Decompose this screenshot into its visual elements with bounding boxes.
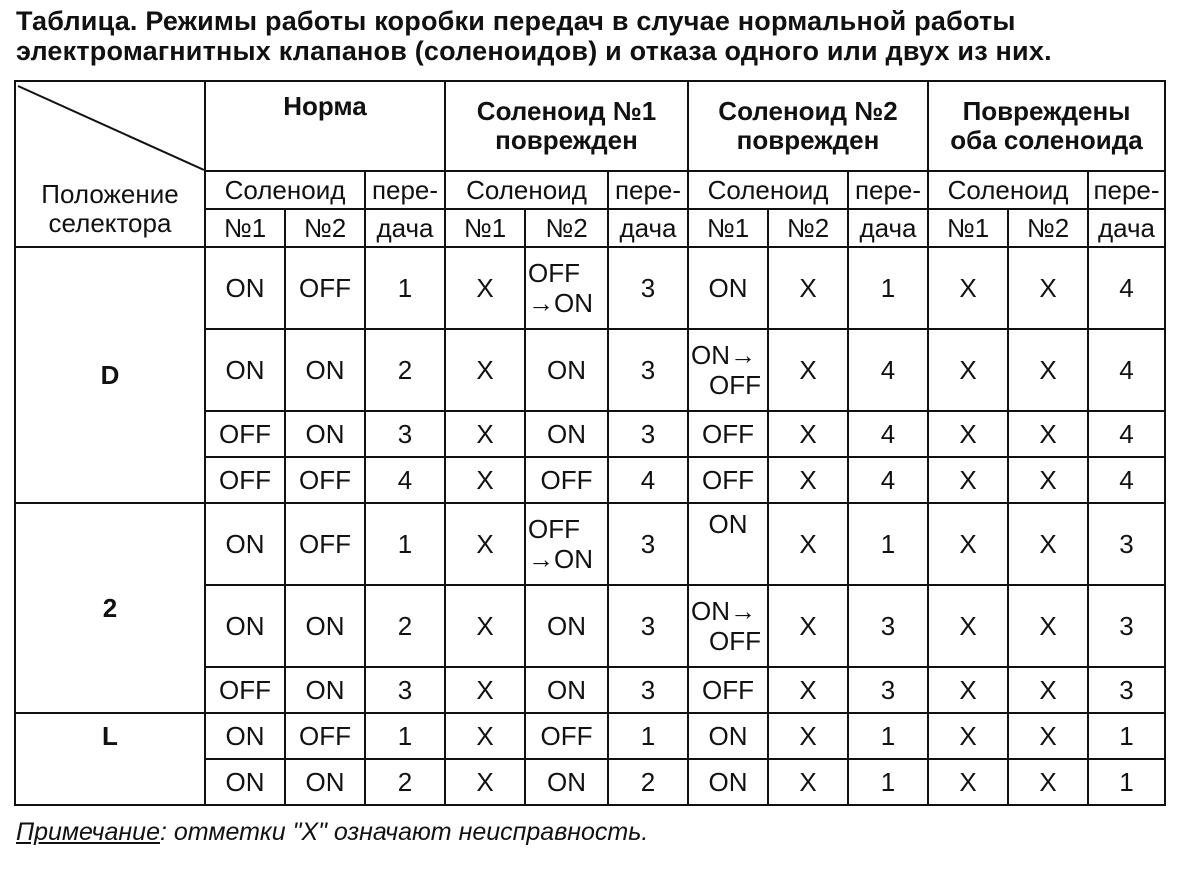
- cell-dmg1-gear: 3: [608, 411, 688, 457]
- cell-both-sol2: X: [1008, 247, 1088, 329]
- cell-dmg1-sol2: [525, 503, 608, 585]
- cell-both-gear: 3: [1088, 585, 1165, 667]
- sol2-header: №2: [285, 209, 365, 247]
- cell-both-sol2: X: [1008, 411, 1088, 457]
- cell-line: OFF: [528, 258, 580, 288]
- cell-normal-gear: 2: [365, 759, 445, 805]
- cell-dmg1-sol1: X: [445, 759, 525, 805]
- corner-diagonal-cell: [15, 81, 205, 171]
- cell-both-gear: 4: [1088, 457, 1165, 503]
- gear-header-bottom: дача: [1088, 209, 1165, 247]
- cell-dmg2-sol1: OFF: [688, 457, 768, 503]
- cell-dmg1-sol1: X: [445, 667, 525, 713]
- cell-normal-sol2: ON: [285, 759, 365, 805]
- cell-both-sol1: X: [928, 247, 1008, 329]
- sol1-header: №1: [688, 209, 768, 247]
- cell-dmg1-sol1: X: [445, 247, 525, 329]
- cell-dmg1-sol1: X: [445, 585, 525, 667]
- cell-dmg2-gear: 4: [848, 457, 928, 503]
- group-normal: [205, 81, 445, 171]
- cell-dmg2-sol2: X: [768, 759, 848, 805]
- cell-dmg2-sol2: X: [768, 329, 848, 411]
- sol2-header: №2: [768, 209, 848, 247]
- table-title: [16, 6, 1191, 66]
- cell-normal-gear: 3: [365, 411, 445, 457]
- cell-both-sol1: X: [928, 457, 1008, 503]
- selector-position-cell: 2: [15, 503, 205, 713]
- cell-dmg2-sol1: ON: [688, 713, 768, 759]
- title-line-2: электромагнитных клапанов (соленоидов) и отказа одного или двух из них.: [16, 36, 1052, 66]
- cell-both-gear: 4: [1088, 411, 1165, 457]
- cell-line: ON→: [691, 340, 756, 370]
- cell-dmg1-sol1: X: [445, 329, 525, 411]
- solenoid-header: Соленоид: [205, 171, 365, 209]
- cell-dmg1-sol1: X: [445, 503, 525, 585]
- cell-dmg1-gear: 4: [608, 457, 688, 503]
- cell-normal-gear: 1: [365, 503, 445, 585]
- footnote-label: Примечание: [16, 818, 160, 846]
- group-solenoid2-line2: поврежден: [736, 125, 880, 155]
- cell-dmg2-sol2: X: [768, 457, 848, 503]
- cell-both-sol2: X: [1008, 503, 1088, 585]
- cell-dmg2-gear: 1: [848, 713, 928, 759]
- cell-dmg1-sol2: ON: [525, 411, 608, 457]
- cell-dmg1-sol1: X: [445, 457, 525, 503]
- cell-normal-sol1: ON: [205, 585, 285, 667]
- cell-normal-gear: 2: [365, 585, 445, 667]
- gear-header-bottom: дача: [608, 209, 688, 247]
- cell-dmg1-gear: 1: [608, 713, 688, 759]
- cell-line: →ON: [528, 288, 593, 318]
- cell-normal-sol1: ON: [205, 503, 285, 585]
- cell-line: OFF: [528, 514, 580, 544]
- table-footnote: [16, 818, 648, 847]
- cell-both-sol2: X: [1008, 585, 1088, 667]
- cell-dmg2-sol1: ON: [688, 503, 768, 585]
- gearbox-modes-table: [14, 80, 1166, 806]
- gear-header-top: пере-: [848, 171, 928, 209]
- cell-both-gear: 1: [1088, 713, 1165, 759]
- gear-header-bottom: дача: [365, 209, 445, 247]
- cell-dmg2-sol2: X: [768, 411, 848, 457]
- cell-normal-sol2: ON: [285, 411, 365, 457]
- cell-dmg2-sol1: [688, 585, 768, 667]
- cell-both-sol1: X: [928, 585, 1008, 667]
- cell-dmg1-sol2: ON: [525, 667, 608, 713]
- cell-both-sol2: X: [1008, 759, 1088, 805]
- cell-both-gear: 3: [1088, 667, 1165, 713]
- group-solenoid2-damaged: [688, 81, 928, 171]
- group-solenoid1-line1: Соленоид №1: [476, 96, 657, 126]
- group-solenoid2-line1: Соленоид №2: [718, 96, 898, 126]
- cell-normal-sol1: ON: [205, 247, 285, 329]
- sol1-header: №1: [445, 209, 525, 247]
- cell-dmg2-sol2: X: [768, 247, 848, 329]
- cell-both-sol2: X: [1008, 329, 1088, 411]
- table-row: [15, 247, 1165, 329]
- table-row: [15, 503, 1165, 585]
- cell-dmg1-sol1: X: [445, 713, 525, 759]
- cell-both-sol1: X: [928, 759, 1008, 805]
- gear-header-top: пере-: [608, 171, 688, 209]
- diagonal-line: [16, 82, 205, 171]
- cell-dmg1-gear: 3: [608, 247, 688, 329]
- cell-normal-sol2: OFF: [285, 247, 365, 329]
- cell-dmg1-sol2: ON: [525, 329, 608, 411]
- cell-dmg1-sol2: ON: [525, 585, 608, 667]
- cell-dmg1-gear: 2: [608, 759, 688, 805]
- cell-dmg1-gear: 3: [608, 503, 688, 585]
- sol1-header: №1: [928, 209, 1008, 247]
- cell-normal-gear: 1: [365, 713, 445, 759]
- cell-normal-sol1: ON: [205, 759, 285, 805]
- cell-dmg1-sol2: [525, 247, 608, 329]
- cell-both-gear: 4: [1088, 247, 1165, 329]
- selector-position-cell: L: [15, 713, 205, 805]
- cell-normal-sol1: ON: [205, 329, 285, 411]
- table-row: [15, 713, 1165, 759]
- cell-dmg2-sol1: OFF: [688, 411, 768, 457]
- cell-both-sol2: X: [1008, 667, 1088, 713]
- cell-dmg1-sol2: ON: [525, 759, 608, 805]
- group-both-line2: оба соленоида: [950, 125, 1143, 155]
- cell-both-sol2: X: [1008, 713, 1088, 759]
- gear-header-top: пере-: [365, 171, 445, 209]
- cell-line: OFF: [709, 626, 761, 656]
- solenoid-header: Соленоид: [928, 171, 1088, 209]
- gear-header-top: пере-: [1088, 171, 1165, 209]
- header-row-solenoid: [15, 171, 1165, 209]
- cell-dmg2-gear: 1: [848, 759, 928, 805]
- cell-dmg1-gear: 3: [608, 667, 688, 713]
- gear-header-bottom: дача: [848, 209, 928, 247]
- cell-both-gear: 1: [1088, 759, 1165, 805]
- group-both-damaged: [928, 81, 1165, 171]
- cell-dmg1-sol2: OFF: [525, 457, 608, 503]
- cell-line: ON→: [691, 596, 756, 626]
- cell-normal-sol1: ON: [205, 713, 285, 759]
- cell-normal-gear: 2: [365, 329, 445, 411]
- cell-dmg2-sol2: X: [768, 503, 848, 585]
- footnote-text: : отметки "X" означают неисправность.: [159, 818, 649, 846]
- cell-dmg1-gear: 3: [608, 585, 688, 667]
- cell-dmg2-gear: 4: [848, 411, 928, 457]
- solenoid-header: Соленоид: [445, 171, 608, 209]
- cell-dmg2-sol2: X: [768, 667, 848, 713]
- cell-both-gear: 4: [1088, 329, 1165, 411]
- cell-dmg2-sol2: X: [768, 585, 848, 667]
- cell-both-sol1: X: [928, 503, 1008, 585]
- selector-label-line1: Положение: [41, 178, 179, 209]
- cell-dmg2-sol1: [688, 329, 768, 411]
- cell-both-gear: 3: [1088, 503, 1165, 585]
- cell-line: OFF: [709, 370, 761, 400]
- cell-dmg1-sol1: X: [445, 411, 525, 457]
- cell-both-sol1: X: [928, 411, 1008, 457]
- cell-line: →ON: [528, 544, 593, 574]
- cell-dmg2-gear: 1: [848, 247, 928, 329]
- cell-dmg2-sol2: X: [768, 713, 848, 759]
- cell-normal-gear: 4: [365, 457, 445, 503]
- cell-normal-gear: 3: [365, 667, 445, 713]
- cell-normal-sol1: OFF: [205, 457, 285, 503]
- cell-dmg2-gear: 3: [848, 585, 928, 667]
- cell-both-sol1: X: [928, 329, 1008, 411]
- cell-dmg2-sol1: ON: [688, 247, 768, 329]
- cell-both-sol1: X: [928, 667, 1008, 713]
- cell-both-sol2: X: [1008, 457, 1088, 503]
- group-both-line1: Повреждены: [962, 96, 1131, 126]
- group-solenoid1-line2: поврежден: [495, 125, 638, 155]
- group-solenoid1-damaged: [445, 81, 688, 171]
- title-line-1: Таблица. Режимы работы коробки передач в случае нормальной работы: [16, 6, 1016, 36]
- cell-dmg2-gear: 1: [848, 503, 928, 585]
- header-row-groups: [15, 81, 1165, 171]
- cell-normal-sol1: OFF: [205, 411, 285, 457]
- selector-label-line2: селектора: [48, 207, 172, 238]
- sol1-header: №1: [205, 209, 285, 247]
- cell-both-sol1: X: [928, 713, 1008, 759]
- cell-dmg2-sol1: ON: [688, 759, 768, 805]
- cell-dmg2-gear: 4: [848, 329, 928, 411]
- cell-normal-sol2: OFF: [285, 457, 365, 503]
- sol2-header: №2: [1008, 209, 1088, 247]
- solenoid-header: Соленоид: [688, 171, 848, 209]
- cell-dmg2-gear: 3: [848, 667, 928, 713]
- group-normal-label: Норма: [283, 91, 367, 121]
- cell-dmg1-gear: 3: [608, 329, 688, 411]
- cell-normal-sol2: OFF: [285, 713, 365, 759]
- cell-normal-sol2: ON: [285, 585, 365, 667]
- cell-normal-gear: 1: [365, 247, 445, 329]
- cell-normal-sol1: OFF: [205, 667, 285, 713]
- cell-normal-sol2: ON: [285, 667, 365, 713]
- cell-normal-sol2: OFF: [285, 503, 365, 585]
- selector-position-header: [15, 171, 205, 247]
- sol2-header: №2: [525, 209, 608, 247]
- selector-position-cell: D: [15, 247, 205, 503]
- cell-dmg1-sol2: OFF: [525, 713, 608, 759]
- cell-normal-sol2: ON: [285, 329, 365, 411]
- cell-dmg2-sol1: OFF: [688, 667, 768, 713]
